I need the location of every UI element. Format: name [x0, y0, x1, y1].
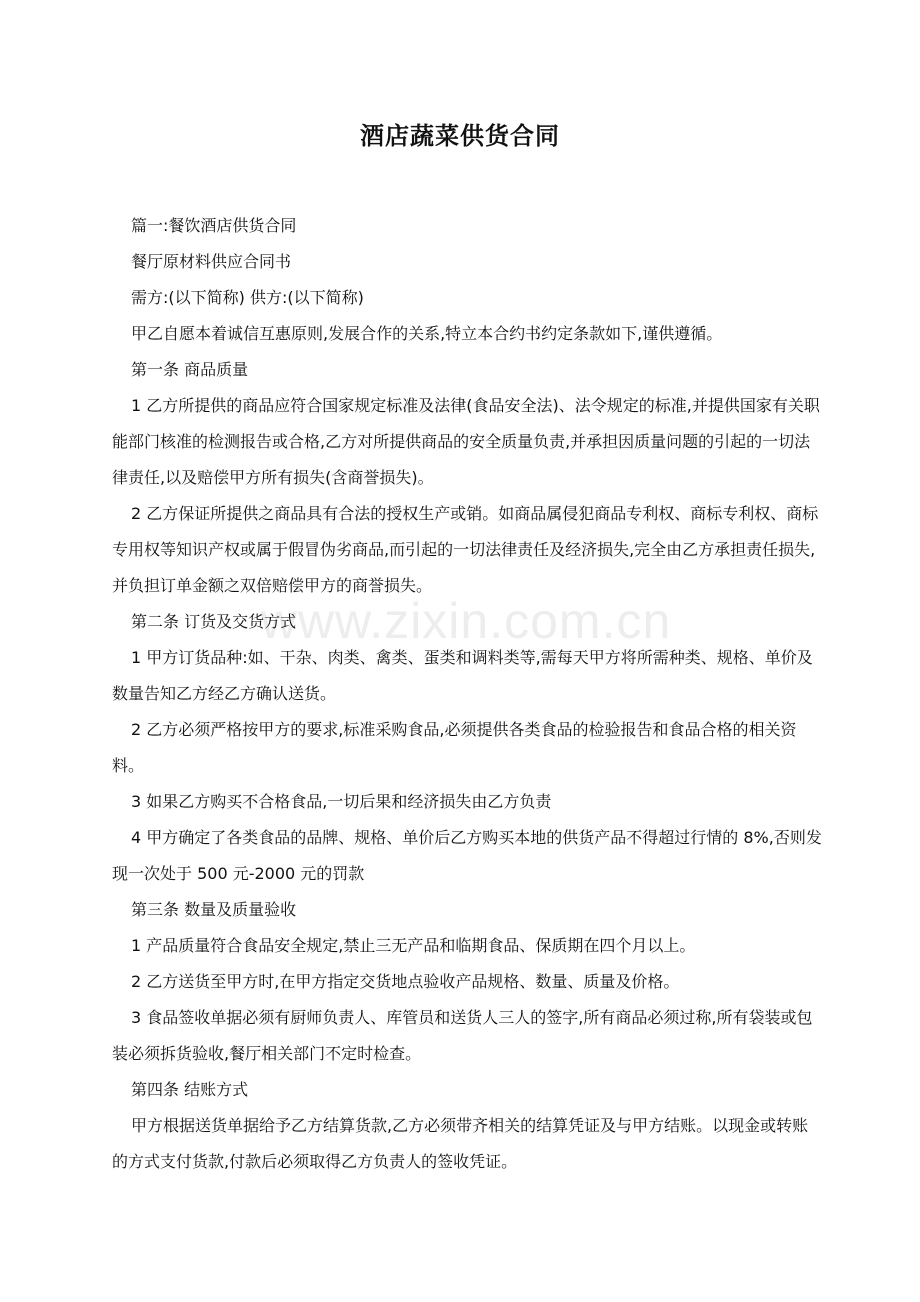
clause-2-1: 1 甲方订货品种:如、干杂、肉类、禽类、蛋类和调料类等,需每天甲方将所需种类、规格、单价及数量告知乙方经乙方确认送货。	[112, 648, 813, 703]
paragraph-preamble: 甲乙自愿本着诚信互惠原则,发展合作的关系,特立本合约书约定条款如下,谨供遵循。	[131, 324, 723, 343]
watermark: www.zixin.com.cn	[260, 593, 672, 649]
paragraph-parties: 需方:(以下简称) 供方:(以下简称)	[131, 288, 364, 307]
clause-3-3: 3 食品签收单据必须有厨师负责人、库管员和送货人三人的签字,所有商品必须过称,所有袋装或包装必须拆货验收,餐厅相关部门不定时检查。	[112, 1008, 813, 1063]
document-title: 酒店蔬菜供货合同	[360, 122, 560, 150]
clause-4-1: 甲方根据送货单据给予乙方结算货款,乙方必须带齐相关的结算凭证及与甲方结账。以现金或转账的方式支付货款,付款后必须取得乙方负责人的签收凭证。	[112, 1116, 809, 1171]
clause-1-2: 2 乙方保证所提供之商品具有合法的授权生产或销。如商品属侵犯商品专利权、商标专利权、商标专用权等知识产权或属于假冒伪劣商品,而引起的一切法律责任及经济损失,完全由乙方承担责任损失,并负担订单金额之双倍赔偿甲方的商誉损失。	[112, 504, 819, 595]
clause-2-3: 3 如果乙方购买不合格食品,一切后果和经济损失由乙方负责	[131, 792, 552, 811]
clause-2-4: 4 甲方确定了各类食品的品牌、规格、单价后乙方购买本地的供货产品不得超过行情的 8%,否则发现一次处于 500 元-2000 元的罚款	[112, 828, 822, 883]
clause-3-2: 2 乙方送货至甲方时,在甲方指定交货地点验收产品规格、数量、质量及价格。	[131, 972, 680, 991]
clause-2-2: 2 乙方必须严格按甲方的要求,标准采购食品,必须提供各类食品的检验报告和食品合格的相关资料。	[112, 720, 797, 775]
section-heading-1: 第一条 商品质量	[131, 360, 249, 379]
paragraph-contract-name: 餐厅原材料供应合同书	[131, 252, 292, 271]
clause-3-1: 1 产品质量符合食品安全规定,禁止三无产品和临期食品、保质期在四个月以上。	[131, 936, 696, 955]
section-heading-3: 第三条 数量及质量验收	[131, 900, 297, 919]
section-heading-4: 第四条 结账方式	[131, 1080, 249, 1099]
clause-1-1: 1 乙方所提供的商品应符合国家规定标准及法律(食品安全法)、法令规定的标准,并提供国家有关职能部门核准的检测报告或合格,乙方对所提供商品的安全质量负责,并承担因质量问题的引起的一切法律责任,以及赔偿甲方所有损失(含商誉损失)。	[112, 396, 820, 487]
paragraph-chapter-heading: 篇一:餐饮酒店供货合同	[131, 216, 297, 235]
document-body	[112, 208, 824, 1180]
section-heading-2: 第二条 订货及交货方式	[131, 612, 297, 631]
